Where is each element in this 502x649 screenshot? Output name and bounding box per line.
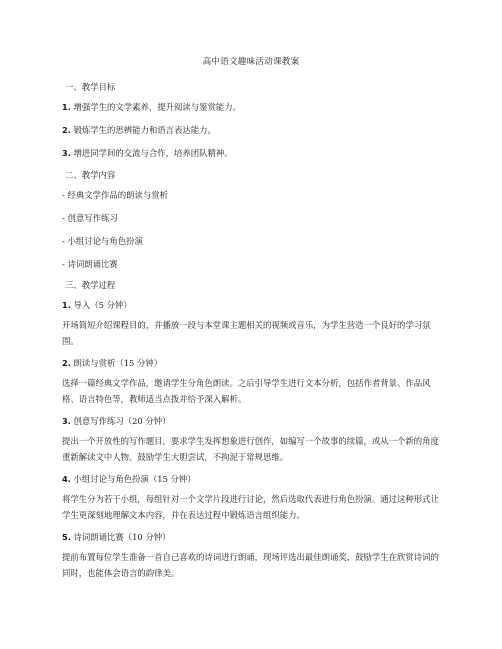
step-number: 2. bbox=[62, 358, 71, 368]
step-title-text: 导入（5 分钟） bbox=[73, 300, 132, 310]
step-number: 5. bbox=[62, 532, 71, 542]
step-title bbox=[62, 357, 162, 369]
step-number: 1. bbox=[62, 300, 71, 310]
list-item bbox=[62, 147, 233, 159]
step-title bbox=[62, 531, 171, 543]
step-number: 3. bbox=[62, 416, 71, 426]
step-title-text: 诗词朗诵比赛（10 分钟） bbox=[73, 532, 171, 542]
section-heading-content: 二、教学内容 bbox=[65, 170, 116, 180]
step-description: 将学生分为若干小组，每组针对一个文学片段进行讨论，然后选取代表进行角色扮演。通过这种形式让学生更深刻地理解文本内容，并在表达过程中锻炼语言组织能力。 bbox=[62, 494, 439, 520]
section-heading-objectives: 一、教学目标 bbox=[65, 82, 116, 92]
item-number: 1. bbox=[62, 102, 71, 112]
list-item: - 诗词朗诵比赛 bbox=[62, 259, 118, 269]
step-title-text: 创意写作练习（20 分钟） bbox=[73, 416, 171, 426]
item-text: 锻炼学生的思辨能力和语言表达能力。 bbox=[73, 125, 216, 135]
list-item bbox=[62, 101, 241, 113]
step-description: 开场简短介绍课程目的，并播放一段与本堂课主题相关的视频或音乐，为学生营造一个良好的学习氛围。 bbox=[62, 320, 431, 346]
step-description: 选择一篇经典文学作品，邀请学生分角色朗读。之后引导学生进行文本分析，包括作者背景、作品风格、语言特色等，教师适当点拨并给予深入解析。 bbox=[62, 378, 431, 404]
list-item: - 经典文学作品的朗读与赏析 bbox=[62, 190, 168, 200]
step-description: 提前布置每位学生准备一首自己喜欢的诗词进行朗诵，现场评选出最佳朗诵奖，鼓励学生在欣赏诗词的同时，也能体会语言的韵律美。 bbox=[62, 552, 439, 578]
section-heading-process: 三、教学过程 bbox=[65, 280, 116, 290]
step-number: 4. bbox=[62, 474, 71, 484]
item-number: 2. bbox=[62, 125, 71, 135]
list-item: - 创意写作练习 bbox=[62, 213, 118, 223]
item-text: 增强学生的文学素养，提升阅读与鉴赏能力。 bbox=[73, 102, 241, 112]
list-item bbox=[62, 124, 216, 136]
step-title-text: 小组讨论与角色扮演（15 分钟） bbox=[73, 474, 196, 484]
step-description: 提出一个开放性的写作题目，要求学生发挥想象进行创作，如编写一个故事的续篇，或从一个新的角度重新解读文中人物。鼓励学生大胆尝试，不拘泥于常规思维。 bbox=[62, 436, 439, 462]
item-number: 3. bbox=[62, 148, 71, 158]
step-title bbox=[62, 473, 196, 485]
item-text: 增进同学间的交流与合作，培养团队精神。 bbox=[73, 148, 233, 158]
document-title: 高中语文趣味活动课教案 bbox=[202, 57, 300, 67]
list-item: - 小组讨论与角色扮演 bbox=[62, 236, 143, 246]
step-title bbox=[62, 415, 171, 427]
step-title-text: 朗读与赏析（15 分钟） bbox=[73, 358, 163, 368]
step-title bbox=[62, 299, 132, 311]
